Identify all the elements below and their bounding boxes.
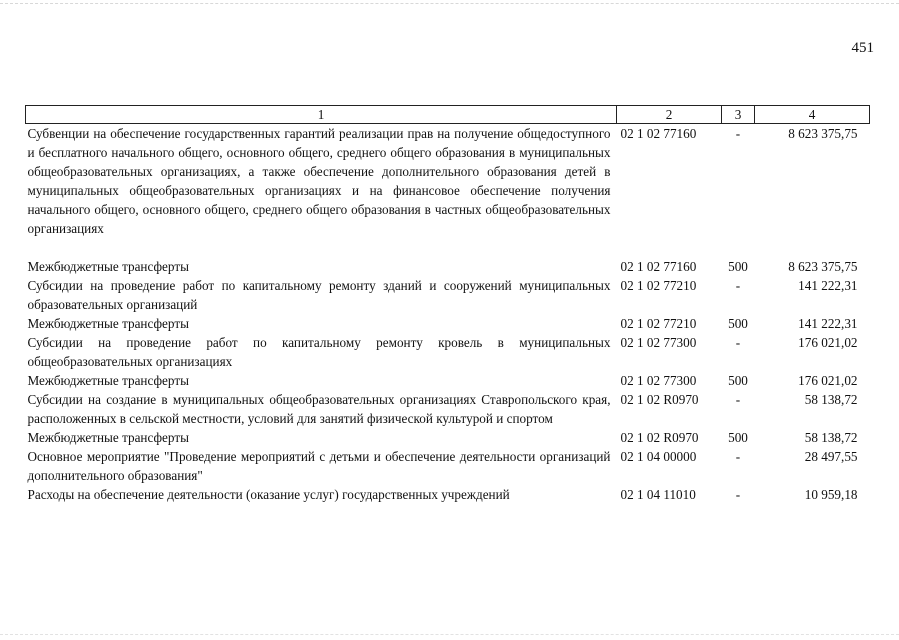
row-name: Межбюджетные трансферты: [27, 259, 189, 274]
row-code: 02 1 02 77210: [620, 316, 697, 331]
row-code: 02 1 02 77160: [620, 259, 697, 274]
row-amount: 58 138,72: [804, 430, 858, 445]
row-vr: -: [735, 278, 741, 293]
row-amount: 141 222,31: [798, 316, 858, 331]
row-vr: -: [735, 126, 741, 141]
row-vr: 500: [728, 316, 748, 331]
column-header-code: 2: [617, 106, 722, 124]
row-code: 02 1 02 77300: [620, 373, 697, 388]
row-code: 02 1 04 00000: [620, 449, 697, 464]
table-row: [26, 124, 870, 258]
row-amount: 8 623 375,75: [788, 126, 858, 141]
scan-edge-top: [0, 3, 899, 4]
row-name: Основное мероприятие "Проведение мероприятий с детьми и обеспечение деятельности организаций дополнительного образования": [27, 449, 611, 483]
row-code: 02 1 02 77300: [620, 335, 697, 350]
row-code: 02 1 04 11010: [620, 487, 696, 502]
row-vr: -: [735, 449, 741, 464]
row-amount: 141 222,31: [798, 278, 858, 293]
row-name: Субсидии на проведение работ по капитальному ремонту кровель в муниципальных общеобразовательных организациях: [27, 335, 611, 369]
table-row: [26, 390, 870, 428]
table-row: [26, 485, 870, 504]
row-vr: -: [735, 392, 741, 407]
budget-table: [25, 105, 870, 504]
table-row: [26, 447, 870, 485]
row-name: Межбюджетные трансферты: [27, 373, 189, 388]
table-row: [26, 314, 870, 333]
row-vr: 500: [728, 430, 748, 445]
table-row: [26, 333, 870, 371]
row-name: Субвенции на обеспечение государственных гарантий реализации прав на получение общедоступного и бесплатного начального общего, основного общего, среднего общего образования в муниципальных общеобразовательных организациях, а также обеспечение дополнительного образования детей в муниципальных общеобразовательных организациях и на финансовое обеспечение получения начального общего, основного общего, среднего общего образования в частных общеобразовательных организациях: [27, 126, 611, 236]
row-vr: 500: [728, 259, 748, 274]
row-vr: -: [735, 487, 741, 502]
row-vr: 500: [728, 373, 748, 388]
row-amount: 176 021,02: [798, 373, 858, 388]
row-code: 02 1 02 R0970: [620, 392, 699, 407]
row-name: Межбюджетные трансферты: [27, 430, 189, 445]
row-name: Межбюджетные трансферты: [27, 316, 189, 331]
row-code: 02 1 02 77160: [620, 126, 697, 141]
column-header-amount: 4: [755, 106, 870, 124]
table-header-row: [26, 106, 870, 124]
row-amount: 10 959,18: [804, 487, 858, 502]
row-code: 02 1 02 R0970: [620, 430, 699, 445]
column-header-name: 1: [26, 106, 617, 124]
row-code: 02 1 02 77210: [620, 278, 697, 293]
row-vr: -: [735, 335, 741, 350]
table-row: [26, 428, 870, 447]
page-number: 451: [851, 40, 874, 56]
table-row: [26, 276, 870, 314]
row-amount: 8 623 375,75: [788, 259, 858, 274]
table-row: [26, 371, 870, 390]
row-name: Субсидии на создание в муниципальных общеобразовательных организациях Ставропольского края, расположенных в сельской местности, условий для занятий физической культурой и спортом: [27, 392, 611, 426]
row-name: Расходы на обеспечение деятельности (оказание услуг) государственных учреждений: [27, 487, 510, 502]
row-amount: 176 021,02: [798, 335, 858, 350]
table-row: [26, 257, 870, 276]
scan-edge-bottom: [0, 634, 899, 635]
row-name: Субсидии на проведение работ по капитальному ремонту зданий и сооружений муниципальных образовательных организаций: [27, 278, 611, 312]
row-amount: 28 497,55: [804, 449, 858, 464]
column-header-vr: 3: [722, 106, 755, 124]
row-amount: 58 138,72: [804, 392, 858, 407]
